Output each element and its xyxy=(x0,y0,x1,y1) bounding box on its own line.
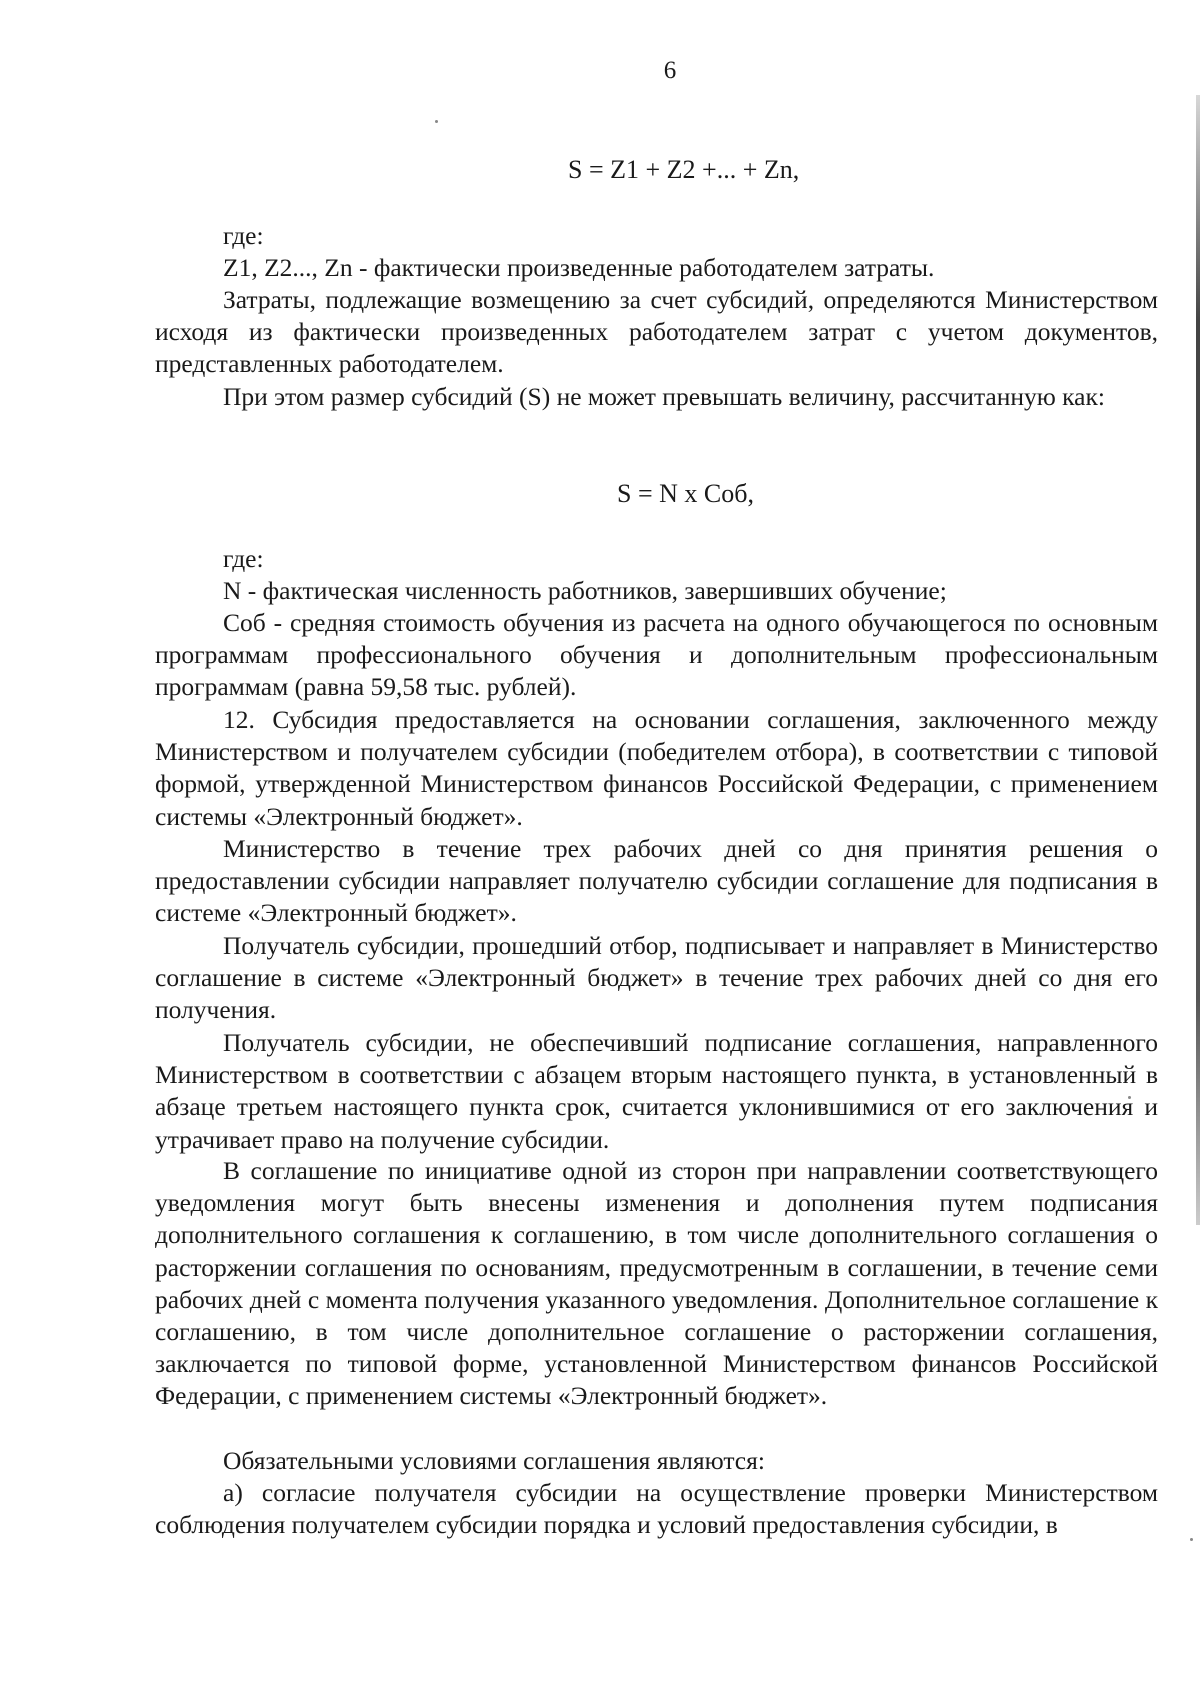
definition-z: Z1, Z2..., Zn - фактически произведенные работодателем затраты. xyxy=(223,253,935,282)
refusal-paragraph: Получатель субсидии, не обеспечивший подписание соглашения, направленного Министерством в соответствии с абзацем вторым настоящего пункта, в установленный в абзаце третьем настоящего пункта срок, считается уклонившимися от его заключения и утрачивает право на получение субсидии. xyxy=(155,1028,1158,1154)
item-12-paragraph: 12. Субсидия предоставляется на основании соглашения, заключенного между Министерством и получателем субсидии (победителем отбора), в соответствии с типовой формой, утвержденной Министерством финансов Российской Федерации, с применением системы «Электронный бюджет». xyxy=(155,705,1158,831)
scan-edge-shadow xyxy=(1196,95,1200,1225)
definition-n: N - фактическая численность работников, завершивших обучение; xyxy=(223,576,947,605)
scan-speck xyxy=(435,120,438,123)
formula-limit: S = N x Соб, xyxy=(617,479,754,508)
ministry-paragraph: Министерство в течение трех рабочих дней со дня принятия решения о предоставлении субсидии направляет получателю субсидии соглашение для подписания в системе «Электронный бюджет». xyxy=(155,834,1158,928)
limit-paragraph: При этом размер субсидий (S) не может превышать величину, рассчитанную как: xyxy=(223,382,1105,411)
definition-sob: Соб - средняя стоимость обучения из расчета на одного обучающегося по основным программам профессионального обучения и дополнительным профессиональным программам (равна 59,58 тыс. рублей). xyxy=(155,608,1158,702)
recipient-paragraph: Получатель субсидии, прошедший отбор, подписывает и направляет в Министерство соглашение в системе «Электронный бюджет» в течение трех рабочих дней со дня его получения. xyxy=(155,931,1158,1025)
formula-sum: S = Z1 + Z2 +... + Zn, xyxy=(568,155,800,184)
amendment-paragraph: В соглашение по инициативе одной из сторон при направлении соответствующего уведомления могут быть внесены изменения и дополнения путем подписания дополнительного соглашения к соглашению, в том числе дополнительного соглашения о расторжении соглашения по основаниям, предусмотренным в соглашении, в течение семи рабочих дней с момента получения указанного уведомления. Дополнительное соглашение к соглашению, в том числе дополнительное соглашение о расторжении соглашения, заключается по типовой форме, установленной Министерством финансов Российской Федерации, с применением системы «Электронный бюджет». xyxy=(155,1156,1158,1411)
mandatory-conditions-paragraph: Обязательными условиями соглашения являются: xyxy=(223,1446,765,1475)
where-label: где: xyxy=(223,544,264,573)
costs-paragraph: Затраты, подлежащие возмещению за счет субсидий, определяются Министерством исходя из фактически произведенных работодателем затрат с учетом документов, представленных работодателем. xyxy=(155,285,1158,379)
scan-speck xyxy=(1190,1538,1193,1541)
item-a-paragraph: а) согласие получателя субсидии на осуществление проверки Министерством соблюдения получателем субсидии порядка и условий предоставления субсидии, в xyxy=(155,1478,1158,1540)
page-number: 6 xyxy=(663,57,677,84)
where-label: где: xyxy=(223,221,264,250)
